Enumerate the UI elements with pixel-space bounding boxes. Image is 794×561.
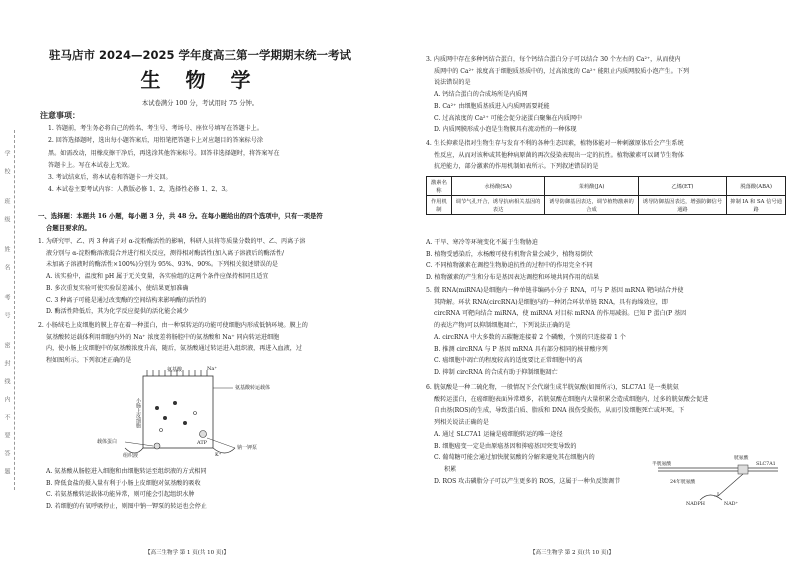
binding-char: 考: [3, 294, 10, 300]
q1-option-a: A. 该实验中，温度和 pH 属于无关变量，各实验组的这两个条件应保持相同且适宜: [46, 273, 269, 281]
table-row: [427, 196, 786, 215]
q4-option-d: D. 植物激素的产生和分布是基因表达调控和环境共同作用的结果: [426, 274, 600, 282]
binding-char: 要: [3, 432, 10, 438]
label-amino-acid: 氨基酸: [167, 367, 183, 373]
label-slc7a1: SLC7A1: [756, 462, 776, 467]
q5-option-d: D. 抑制 circRNA 的合成有助于抑制细胞凋亡: [434, 368, 558, 376]
binding-char: 封: [3, 360, 10, 366]
label-na-ion: Na⁺: [207, 366, 217, 372]
note-line: 2. 回答选择题时，选出每小题答案后，用铅笔把答题卡上对应题目的答案标号涂: [48, 137, 263, 145]
q5-stem: 的表达产物)可以抑制细胞凋亡，下列说法正确的是: [434, 322, 571, 330]
binding-char: 级: [3, 216, 10, 222]
table-header: 激素名称: [427, 177, 452, 196]
question-5: [426, 285, 788, 379]
subject-title: 生 物 学: [140, 68, 260, 92]
label-cystine: 胱氨酸: [734, 456, 749, 461]
q5-stem: 5. 微 RNA(miRNA)是细胞内一种单链非编码小分子 RNA，可与 P 基因 mRNA 靶向结合并使: [426, 287, 684, 294]
label-nad: NAD⁺: [724, 502, 739, 507]
label-tissue-fluid: 组织液: [123, 453, 139, 459]
table-header: 茉莉酸(JA): [545, 177, 638, 196]
q6-option-c-cont: 积累: [444, 465, 457, 473]
note-line: 1. 答题前，考生务必将自己的姓名、考生号、考场号、座位号填写在答题卡上。: [48, 125, 263, 132]
q3-stem: 质网中的 Ca²⁺ 浓度高于细胞质基质中的，过高浓度的 Ca²⁺ 能阻止内质网胶质小泡产生。下列: [434, 67, 690, 75]
q6-stem: 列相关说法正确的是: [434, 419, 489, 427]
label-atp: ATP: [197, 440, 208, 446]
binding-line: [2, 150, 14, 474]
footer-left: 【高三生物学 第 1 页(共 10 页)】: [145, 550, 230, 556]
q3-option-d: D. 内质网膜形成小泡是生物膜具有流动性的一种体现: [434, 126, 577, 134]
q6-stem: 酸转运蛋白，在癌细胞表面异常增多，若胱氨酸在细胞内大量积累会造成细胞内，过多的胱氨酸会促进: [434, 395, 709, 403]
q4-stem: 4. 生长抑素是指对生物生存与发育不利的各种生态因素，植物体能对一种刺激原体后会产生系统: [426, 140, 684, 147]
question-3: [426, 54, 790, 136]
q4-option-b: B. 植物受感染后，水杨酸可使有机物含量会减少，植物易倒伏: [426, 250, 593, 258]
q2-stem: 内，使小肠上皮细胞中的氨基酸浓度升高，随后，氨基酸通过转运进入组织液，再进入血液，过: [46, 345, 302, 353]
q6-stem: 自由基(ROS)的生成，导致蛋白质、脂质和 DNA 损伤受损伤，从而引发细胞死亡或坏死。下: [434, 407, 685, 415]
section-line: 合题目要求的。: [46, 224, 91, 232]
table-cell: 抑制 IA 和 SA 信号通路: [727, 196, 786, 215]
question-2-options: [46, 466, 396, 513]
q4-option-c: C. 不同植物激素在调控生物胁迫抗性的过程中的作用完全不同: [426, 262, 593, 270]
q3-option-c: C. 过高浓度的 Ca²⁺ 可能会促分泌蛋白聚集在内质网中: [434, 114, 583, 122]
q6-option-c: C. 葡萄糖可能会通过加快胱氨酸的分解来避免其在细胞内的: [434, 454, 595, 462]
label-k-ion: K⁺: [215, 452, 222, 458]
q5-option-c: C. 癌细胞中凋亡的程度较高的适度要比正常细胞中的高: [434, 357, 583, 365]
q6-option-d: D. ROS 攻击磷脂分子可以产生更多的 ROS，这属于一种负反馈调节: [434, 477, 621, 485]
label-pump: 钠一钾泵: [237, 445, 258, 451]
q5-option-a: A. circRNA 中大多数的五碳糖连接着 2 个磷酸，个别的只连接着 1 个: [434, 333, 626, 341]
binding-char: 答: [3, 450, 10, 456]
table-header: 脱落酸(ABA): [727, 177, 786, 196]
binding-char: 名: [3, 264, 10, 270]
q2-stem: 程如图所示。下列叙述正确的是: [46, 357, 132, 365]
q3-option-a: A. 钙结合蛋白的合成场所是内质网: [434, 91, 528, 99]
q3-stem: 3. 内质网中存在多种钙结合蛋白，每个钙结合蛋白分子可以结合 30 个左右的 Ca²⁺，从而使内: [426, 56, 681, 63]
q1-stem: 液分别与 α-淀粉酶溶液混合并进行相关反应，测得相对酶活性(加入离子溶液后的酶活性/: [46, 249, 285, 257]
note-line: 黑。如需改动，用橡皮擦干净后，再选涂其他答案标号。回答非选择题时，将答案写在: [48, 149, 280, 157]
q1-option-d: D. 酶活性降低后，其为化学反应提供的活化能会减少: [46, 308, 189, 316]
table-header-row: [427, 177, 786, 196]
footer-right: 【高三生物学 第 2 页(共 10 页)】: [530, 550, 615, 556]
q5-stem: 其降解。环状 RNA(circRNA)是细胞内的一种闭合环状单链 RNA，具有海绵效应，即: [434, 298, 668, 306]
q2-stem: 2. 小肠绒毛上皮细胞的膜上存在着一种蛋白，由一种泵转运的功能可使细胞内形成低钠环境。膜上的: [38, 322, 308, 329]
q2-option-d: D. 若细胞的有氧呼吸停止，则图中钠一钾泵的转运也会停止: [46, 503, 207, 511]
binding-char: 题: [3, 468, 10, 474]
label-carrier: 载体蛋白: [97, 439, 118, 445]
table-cell: 诱导防御基因表达，增强防御信号通路: [638, 196, 727, 215]
q2-option-b: B. 降低食盐的摄入量有利于小肠上皮细胞对氨基酸的吸收: [46, 479, 201, 487]
binding-char: 姓: [3, 246, 10, 252]
q4-stem: 抗逆能力，部分激素的作用机制如表所示。下列叙述错误的是: [434, 163, 599, 171]
q6-option-b: B. 细胞癌变一定是由原癌基因和抑癌基因突变导致的: [434, 442, 577, 450]
section-1-heading: [38, 210, 398, 234]
note-line: 4. 本试卷主要考试内容：人教版必修 1、2，选择性必修 1、2、3。: [48, 186, 232, 194]
note-line: 3. 考试结束后，将本试卷和答题卡一并交回。: [48, 174, 172, 182]
label-cotransporter: 氨基酸转运载体: [235, 385, 271, 391]
section-line: 一、选择题：本题共 16 小题，每小题 3 分，共 48 分。在每小题给出的四个选项中，只有一项是符: [38, 212, 323, 220]
table-cell: 作用机制: [427, 196, 452, 215]
q5-option-b: B. 推测 circRNA 与 P 基因 mRNA 具有部分相同的核苷酸序列: [434, 345, 608, 353]
hormone-table: [426, 176, 786, 215]
q6-option-a: A. 通过 SLC7A1 运输是癌细胞转运的唯一途径: [434, 430, 563, 438]
villus-cell-figure: [95, 368, 270, 462]
notes-title: 注意事项：: [40, 111, 80, 120]
q5-stem: circRNA 可靶向结合 miRNA，使 miRNA 对目标 mRNA 的作用减弱。已知 P 蛋白(P 基因: [434, 310, 687, 318]
q2-stem: 氨基酸转运载体利用细胞内外的 Na⁺ 浓度差将肠腔中的氨基酸和 Na⁺ 同向转运进细胞: [46, 333, 280, 341]
label-nadph: NADPH: [686, 502, 705, 507]
q3-option-b: B. Ca²⁺ 由细胞质基质进入内质网需要耗能: [434, 102, 550, 110]
q4-stem: 性反应，从而对该种或其他种病原菌的再次侵染表现出一定的抗性。植物激素可以调节生物体: [434, 151, 684, 159]
table-header: 水杨酸(SA): [451, 177, 544, 196]
q4-option-a: A. 干旱、寒冷等环境变化不属于生物胁迫: [426, 239, 538, 246]
question-2: [38, 320, 396, 367]
score-info: 本试卷满分 100 分，考试用时 75 分钟。: [141, 100, 259, 107]
question-4-options: [426, 237, 786, 284]
binding-dash: [14, 130, 15, 490]
q2-option-a: A. 氨基酸从肠腔进入细胞和由细胞转运至组织液的方式相同: [46, 468, 207, 475]
table-header: 乙烯(ET): [638, 177, 727, 196]
cystine-pathway-figure: [648, 456, 788, 514]
q1-stem: 1. 为研究甲、乙、丙 3 种离子对 α-淀粉酶活性的影响，科研人员将等质量分数的甲、乙、丙离子溶: [38, 238, 306, 245]
label-note: 24年胱氨酸: [670, 480, 696, 485]
binding-char: 班: [3, 198, 10, 204]
q1-option-c: C. 3 种离子可能是通过改变酶的空间结构来影响酶的活性的: [46, 296, 207, 304]
exam-title: 驻马店市 2024—2025 学年度高三第一学期期末统一考试: [48, 48, 352, 62]
binding-char: 内: [3, 396, 10, 402]
label-villus-cell: 小肠上皮细胞: [135, 398, 141, 428]
question-4: [426, 138, 790, 173]
q3-stem: 说法错误的是: [434, 79, 471, 87]
binding-char: 号: [3, 312, 10, 318]
binding-char: 线: [3, 378, 10, 384]
question-1: [38, 236, 396, 318]
q1-option-b: B. 多次重复实验可使实验误差减小，使结果更加准确: [46, 284, 189, 292]
table-cell: 调节气孔开合，诱导抗病相关基因的表达: [451, 196, 544, 215]
q2-option-c: C. 若氨基酸转运载体功能异常，则可能会引起组织水肿: [46, 491, 195, 499]
note-line: 答题卡上。写在本试卷上无效。: [48, 161, 134, 169]
binding-char: 不: [3, 414, 10, 420]
table-cell: 诱导防御基因表达，调节植物激素的合成: [545, 196, 638, 215]
notes-list: [48, 123, 363, 197]
binding-char: 校: [3, 168, 10, 174]
q1-stem: 未加离子溶液时的酶活性×100%)分别为 95%、93%、90%。下列相关叙述错误的是: [46, 261, 279, 269]
binding-char: 密: [3, 342, 10, 348]
binding-char: 学: [3, 150, 10, 156]
label-cysteine: 半胱氨酸: [652, 462, 672, 467]
q6-stem: 6. 胱氨酸是一种二硫化物，一般情况下会代谢生成半胱氨酸(如图所示)，SLC7A1 是一类胱氨: [426, 384, 679, 391]
